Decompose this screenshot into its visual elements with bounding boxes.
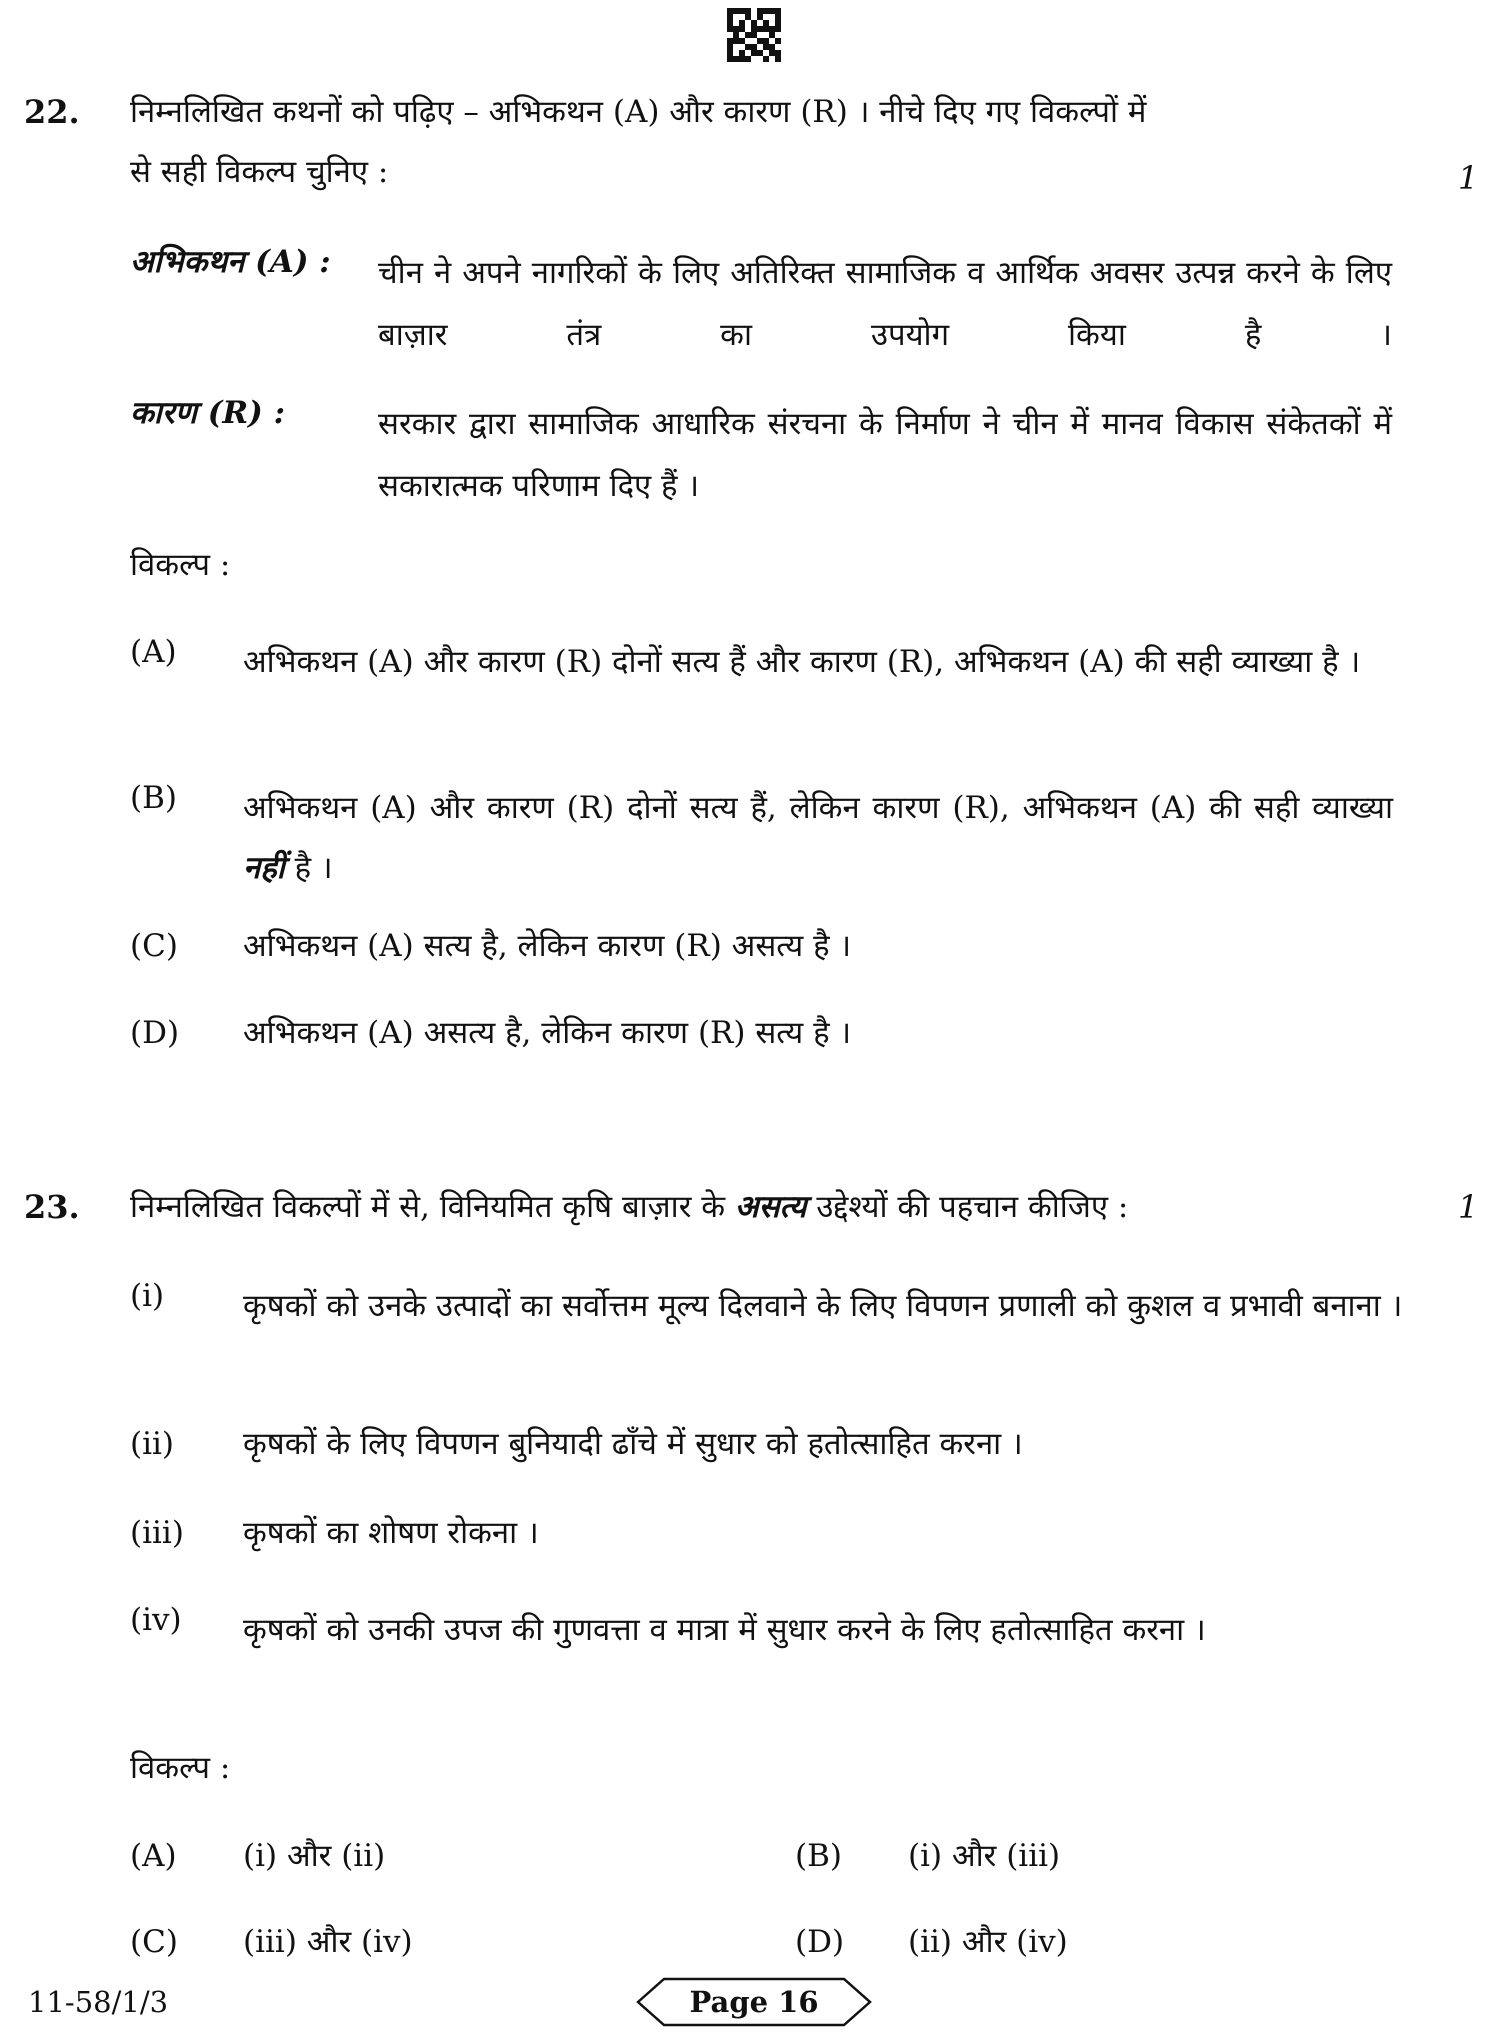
question-23-stem-emphasis: असत्य — [734, 1189, 807, 1225]
q23-option-c-key: (C) — [130, 1924, 178, 1960]
reason-text: सरकार द्वारा सामाजिक आधारिक संरचना के निर्माण ने चीन में मानव विकास संकेतकों में सकारात्मक परिणाम दिए हैं । — [378, 406, 1392, 504]
question-23-stem-before: निम्नलिखित विकल्पों में से, विनियमित कृषि बाज़ार के — [130, 1189, 726, 1225]
q22-option-b-text — [243, 778, 1393, 898]
q23-item-3-text: कृषकों का शोषण रोकना । — [243, 1515, 539, 1551]
q22-option-b-text-after: है । — [294, 850, 333, 886]
q23-item-1-text: कृषकों को उनके उत्पादों का सर्वोत्तम मूल्य दिलवाने के लिए विपणन प्रणाली को कुशल व प्रभावी बनाना । — [243, 1288, 1403, 1324]
question-23-marks: 1 — [1458, 1188, 1479, 1226]
question-22-number: 22. — [24, 93, 80, 131]
question-23-stem — [130, 1187, 1128, 1227]
question-22-stem-line2: से सही विकल्प चुनिए : — [130, 154, 389, 190]
q23-option-d-key: (D) — [795, 1924, 845, 1960]
q23-option-c-text: (iii) और (iv) — [243, 1924, 413, 1960]
q22-option-a-text: अभिकथन (A) और कारण (R) दोनों सत्य हैं और कारण (R), अभिकथन (A) की सही व्याख्या है । — [243, 644, 1361, 680]
question-23-stem-after: उद्देश्यों की पहचान कीजिए : — [816, 1189, 1129, 1225]
qr-code — [727, 8, 781, 62]
q23-option-a-key: (A) — [130, 1838, 177, 1874]
q22-option-b-text-before: अभिकथन (A) और कारण (R) दोनों सत्य हैं, लेकिन कारण (R), अभिकथन (A) की सही व्याख्या — [243, 790, 1393, 826]
q23-option-b-key: (B) — [795, 1838, 842, 1874]
page-number: Page 16 — [689, 1985, 819, 2019]
q23-option-d-text: (ii) और (iv) — [908, 1924, 1068, 1960]
question-22-stem-line1: निम्नलिखित कथनों को पढ़िए – अभिकथन (A) और कारण (R) । नीचे दिए गए विकल्पों में — [130, 94, 1147, 130]
question-23-number: 23. — [24, 1188, 80, 1226]
assertion-label: अभिकथन (A) : — [130, 244, 331, 280]
q22-option-c-key: (C) — [130, 928, 178, 964]
q22-option-a-key: (A) — [130, 634, 177, 670]
q23-option-a-text: (i) और (ii) — [243, 1838, 386, 1874]
page-number-badge — [636, 1976, 872, 2028]
q22-option-c-text: अभिकथन (A) सत्य है, लेकिन कारण (R) असत्य है । — [243, 928, 852, 964]
assertion-text: चीन ने अपने नागरिकों के लिए अतिरिक्त सामाजिक व आर्थिक अवसर उत्पन्न करने के लिए बाज़ार तंत्र का उपयोग किया है । — [378, 255, 1392, 353]
paper-code: 11-58/1/3 — [28, 1985, 169, 2019]
reason-label: कारण (R) : — [130, 395, 286, 431]
q22-option-d-key: (D) — [130, 1015, 180, 1051]
q22-option-d-text: अभिकथन (A) असत्य है, लेकिन कारण (R) सत्य है । — [243, 1015, 852, 1051]
q23-item-4-key: (iv) — [130, 1602, 182, 1638]
q23-item-3-key: (iii) — [130, 1515, 184, 1551]
q23-item-4-text: कृषकों को उनकी उपज की गुणवत्ता व मात्रा में सुधार करने के लिए हतोत्साहित करना । — [243, 1612, 1206, 1648]
q23-item-1-key: (i) — [130, 1278, 165, 1314]
q22-option-b-emphasis: नहीं — [243, 850, 285, 886]
question-22-marks: 1 — [1458, 159, 1479, 197]
question-22-options-label: विकल्प : — [130, 547, 231, 583]
q23-option-b-text: (i) और (iii) — [908, 1838, 1061, 1874]
q23-item-2-key: (ii) — [130, 1426, 175, 1462]
q23-item-2-text: कृषकों के लिए विपणन बुनियादी ढाँचे में सुधार को हतोत्साहित करना । — [243, 1426, 1023, 1462]
question-23-options-label: विकल्प : — [130, 1750, 231, 1786]
q22-option-b-key: (B) — [130, 780, 177, 816]
